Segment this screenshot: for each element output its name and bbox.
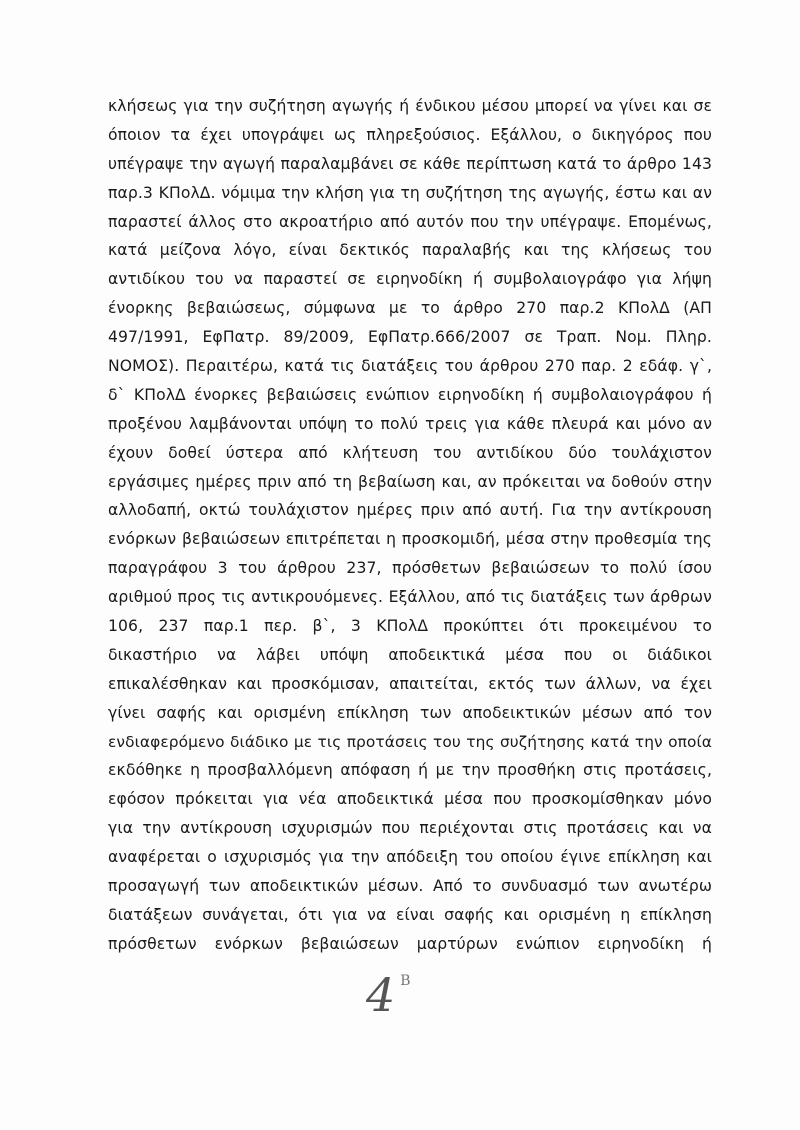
text-line: παραγράφου 3 του άρθρου 237, πρόσθετων βεβαιώσεων το πολύ ίσου	[108, 559, 712, 578]
text-line: αναφέρεται ο ισχυρισμός για την απόδειξη του οποίου έγινε επίκληση και	[108, 848, 712, 867]
text-line: αριθμού προς τις αντικρουόμενες. Εξάλλου, από τις διατάξεις των άρθρων	[108, 588, 712, 607]
text-line: ενδιαφερόμενο διάδικο με τις προτάσεις του της συζήτησης κατά την οποία	[108, 732, 712, 751]
text-line: ένορκης βεβαιώσεως, σύμφωνα με το άρθρο 270 παρ.2 ΚΠολΔ (ΑΠ	[108, 299, 712, 318]
text-line: αντιδίκου του να παραστεί σε ειρηνοδίκη ή συμβολαιογράφο για λήψη	[108, 270, 712, 289]
text-line: εφόσον πρόκειται για νέα αποδεικτικά μέσα που προσκομίσθηκαν μόνο	[108, 790, 712, 809]
text-line: 106, 237 παρ.1 περ. β`, 3 ΚΠολΔ προκύπτει ότι προκειμένου το	[108, 617, 712, 636]
handwritten-page-number	[366, 968, 411, 1022]
text-line: κλήσεως για την συζήτηση αγωγής ή ένδικου μέσου μπορεί να γίνει και σε	[108, 97, 712, 115]
text-line: έχουν δοθεί ύστερα από κλήτευση του αντιδίκου δύο τουλάχιστον	[108, 443, 712, 462]
text-line: δικαστήριο να λάβει υπόψη αποδεικτικά μέσα που οι διάδικοι	[108, 645, 712, 664]
text-line: διατάξεων συνάγεται, ότι για να είναι σαφής και ορισμένη η επίκληση	[108, 905, 712, 924]
text-line: παρ.3 ΚΠολΔ. νόμιμα την κλήση για τη συζήτηση της αγωγής, έστω και αν	[108, 183, 712, 202]
text-line: αλλοδαπή, οκτώ τουλάχιστον ημέρες πριν από αυτή. Για την αντίκρουση	[108, 501, 712, 520]
text-line: πρόσθετων ενόρκων βεβαιώσεων μαρτύρων ενώπιον ειρηνοδίκη ή	[108, 934, 712, 953]
text-line: δ` ΚΠολΔ ένορκες βεβαιώσεις ενώπιον ειρηνοδίκη ή συμβολαιογράφου ή	[108, 385, 712, 404]
text-line: εκδόθηκε η προσβαλλόμενη απόφαση ή με την προσθήκη στις προτάσεις,	[108, 761, 712, 780]
text-line: όποιον τα έχει υπογράψει ως πληρεξούσιος. Εξάλλου, ο δικηγόρος που	[108, 125, 712, 144]
text-line: επικαλέσθηκαν και προσκόμισαν, απαιτείται, εκτός των άλλων, να έχει	[108, 674, 712, 693]
text-line: ΝΟΜΟΣ). Περαιτέρω, κατά τις διατάξεις του άρθρου 270 παρ. 2 εδάφ. γ`,	[108, 357, 712, 376]
text-line: προσαγωγή των αποδεικτικών μέσων. Από το συνδυασμό των ανωτέρω	[108, 877, 712, 896]
text-line: για την αντίκρουση ισχυρισμών που περιέχονται στις προτάσεις και να	[108, 819, 712, 838]
text-line: εργάσιμες ημέρες πριν από τη βεβαίωση και, αν πρόκειται να δοθούν στην	[108, 472, 712, 491]
page-number: 4	[366, 968, 395, 1022]
text-line: παραστεί άλλος στο ακροατήριο από αυτόν που την υπέγραψε. Επομένως,	[108, 212, 712, 231]
text-line: προξένου λαμβάνονται υπόψη το πολύ τρεις για κάθε πλευρά και μόνο αν	[108, 414, 712, 433]
text-line: ενόρκων βεβαιώσεων επιτρέπεται η προσκομιδή, μέσα στην προθεσμία της	[108, 530, 712, 549]
text-line: 497/1991, ΕφΠατρ. 89/2009, ΕφΠατρ.666/2007 σε Τραπ. Νομ. Πληρ.	[108, 328, 712, 347]
text-line: υπέγραψε την αγωγή παραλαμβάνει σε κάθε περίπτωση κατά το άρθρο 143	[108, 154, 712, 173]
text-line: κατά μείζονα λόγο, είναι δεκτικός παραλαβής και της κλήσεως του	[108, 241, 712, 260]
body-text	[108, 92, 712, 959]
text-line: γίνει σαφής και ορισμένη επίκληση των αποδεικτικών μέσων από τον	[108, 703, 712, 722]
page-number-suffix: Β	[400, 973, 411, 989]
